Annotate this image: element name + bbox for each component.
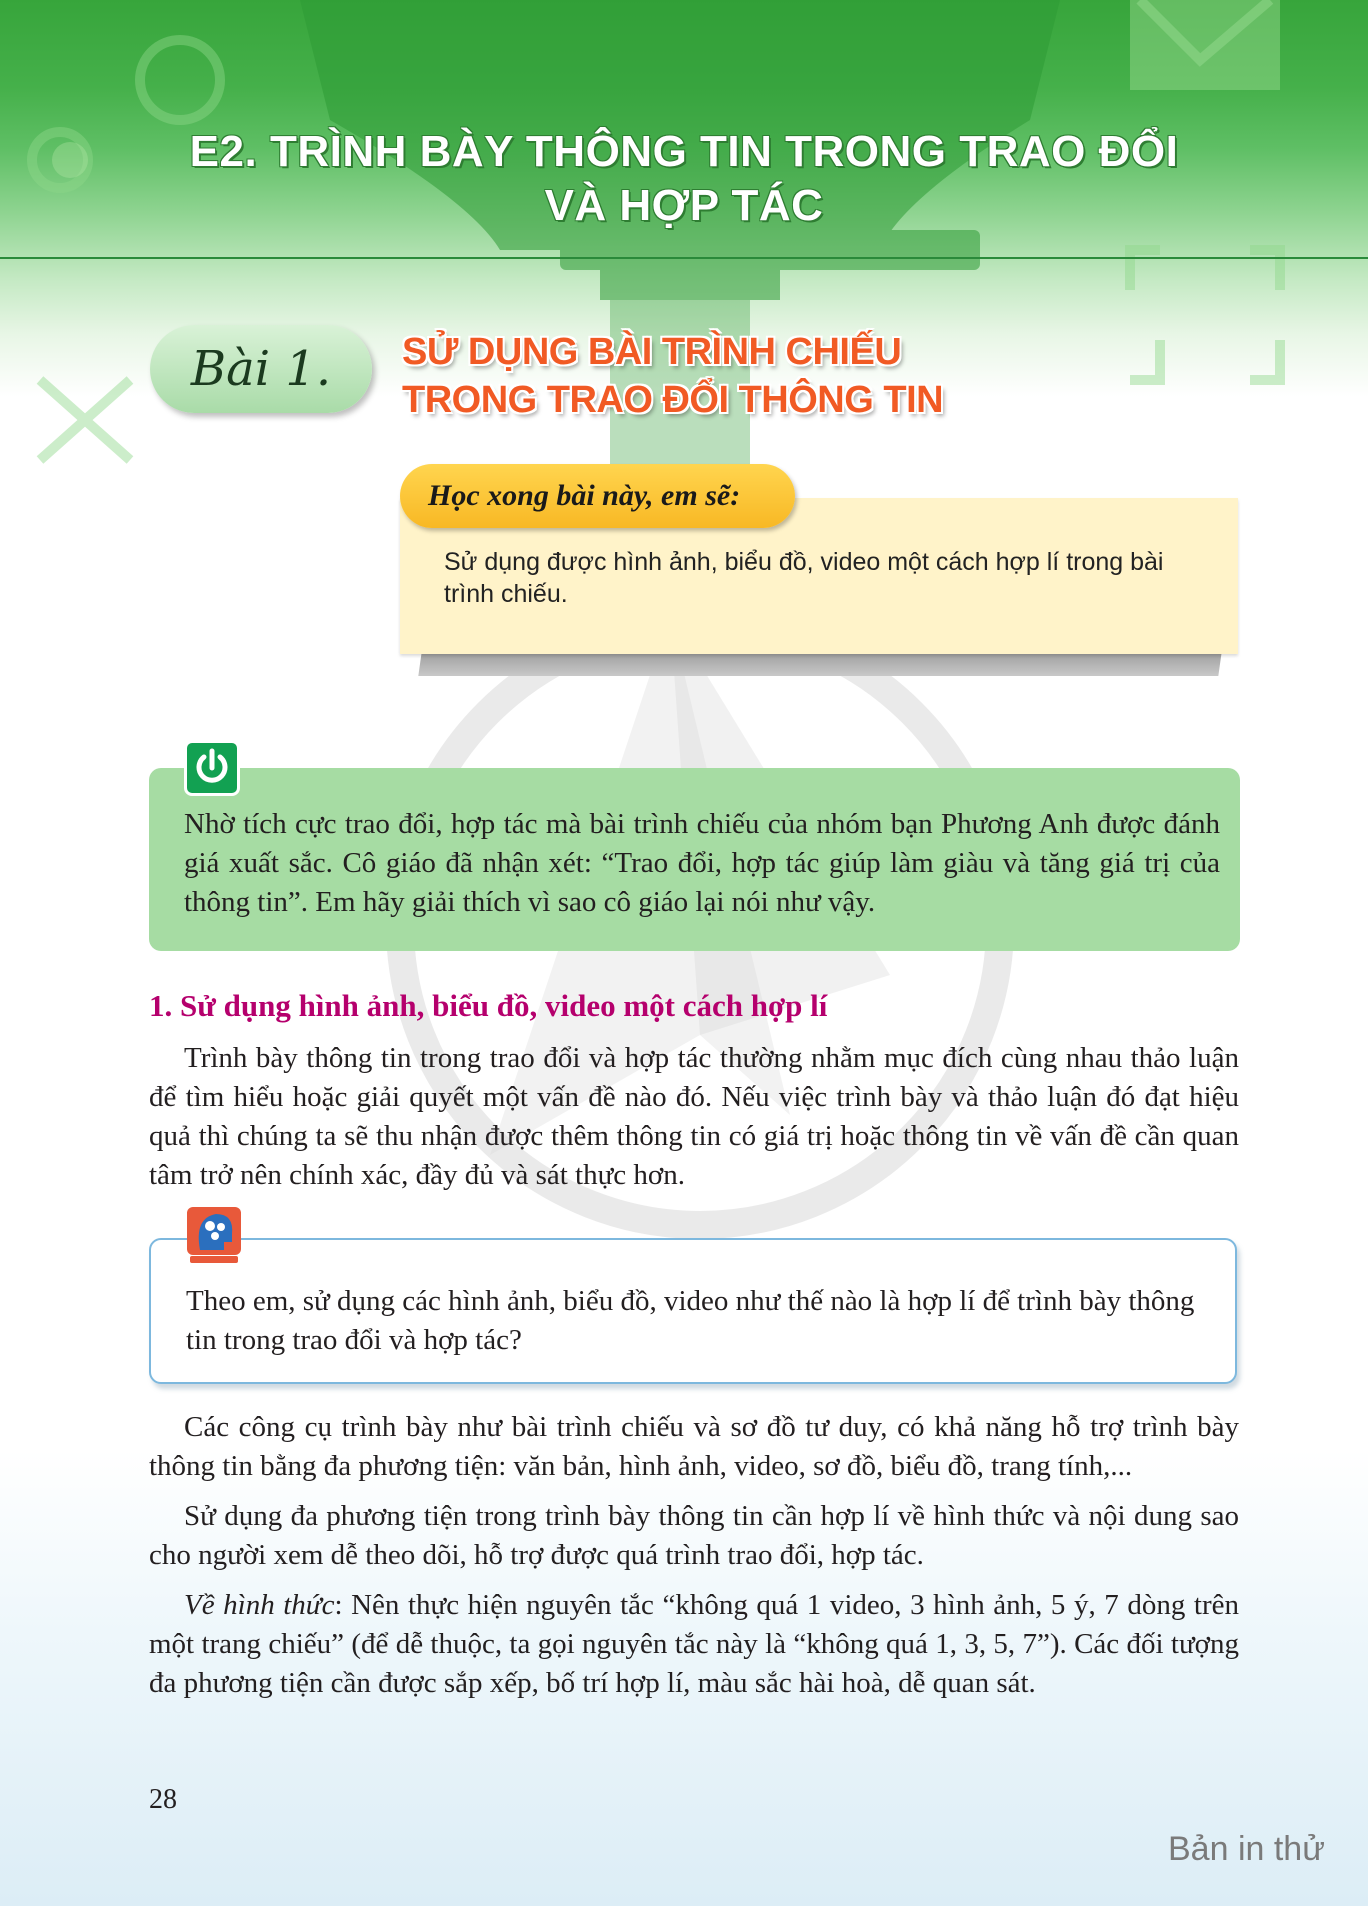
paragraph-1 bbox=[149, 1039, 1239, 1195]
lesson-title bbox=[402, 328, 1102, 424]
unit-title-line2: VÀ HỢP TÁC bbox=[544, 181, 824, 230]
power-icon bbox=[184, 740, 240, 796]
unit-title-line1: E2. TRÌNH BÀY THÔNG TIN TRONG TRAO ĐỔI bbox=[189, 127, 1179, 176]
objectives-text: Sử dụng được hình ảnh, biểu đồ, video một cách hợp lí trong bài trình chiếu. bbox=[444, 548, 1164, 608]
page-number: 28 bbox=[149, 1784, 177, 1815]
paragraph-3 bbox=[149, 1497, 1239, 1575]
lesson-title-line2: TRONG TRAO ĐỔI THÔNG TIN bbox=[402, 379, 944, 421]
objectives-shadow bbox=[418, 652, 1221, 676]
lesson-title-line1: SỬ DỤNG BÀI TRÌNH CHIẾU bbox=[402, 331, 902, 373]
paragraph-3-text: Sử dụng đa phương tiện trong trình bày thông tin cần hợp lí về hình thức và nội dung sao cho người xem dễ theo dõi, hỗ trợ được quá trình trao đổi, hợp tác. bbox=[149, 1500, 1239, 1571]
warmup-text: Nhờ tích cực trao đổi, hợp tác mà bài trình chiếu của nhóm bạn Phương Anh được đánh giá xuất sắc. Cô giáo đã nhận xét: “Trao đổi, hợp tác giúp làm giàu và tăng giá trị của thông tin”. Em hãy giải thích vì sao cô giáo lại nói như vậy. bbox=[184, 808, 1220, 918]
unit-title bbox=[0, 125, 1368, 233]
paragraph-4-lead: Về hình thức bbox=[184, 1589, 335, 1621]
unit-divider bbox=[0, 257, 1368, 259]
question-text: Theo em, sử dụng các hình ảnh, biểu đồ, video như thế nào là hợp lí để trình bày thông tin trong trao đổi và hợp tác? bbox=[186, 1285, 1195, 1356]
paragraph-4-text: : Nên thực hiện nguyên tắc “không quá 1 video, 3 hình ảnh, 5 ý, 7 dòng trên một trang chiếu” (để dễ thuộc, ta gọi nguyên tắc này là “không quá 1, 3, 5, 7”). Các đối tượng đa phương tiện cần được sắp xếp, bố trí hợp lí, màu sắc hài hoà, dễ quan sát. bbox=[149, 1589, 1239, 1699]
lesson-label: Bài 1. bbox=[150, 325, 372, 413]
thinking-head-icon bbox=[186, 1206, 242, 1264]
objectives-label: Học xong bài này, em sẽ: bbox=[400, 464, 795, 528]
paragraph-1-text: Trình bày thông tin trong trao đổi và hợp tác thường nhằm mục đích cùng nhau thảo luận để tìm hiểu hoặc giải quyết một vấn đề nào đó. Nếu việc trình bày và thảo luận đó đạt hiệu quả thì chúng ta sẽ thu nhận được thêm thông tin có giá trị hoặc thông tin về vấn đề cần quan tâm trở nên chính xác, đầy đủ và sát thực hơn. bbox=[149, 1042, 1239, 1191]
paragraph-2 bbox=[149, 1408, 1239, 1486]
section-title: 1. Sử dụng hình ảnh, biểu đồ, video một cách hợp lí bbox=[149, 988, 828, 1023]
paragraph-2-text: Các công cụ trình bày như bài trình chiếu và sơ đồ tư duy, có khả năng hỗ trợ trình bày thông tin bằng đa phương tiện: văn bản, hình ảnh, video, sơ đồ, biểu đồ, trang tính,... bbox=[149, 1411, 1239, 1482]
paragraph-4 bbox=[149, 1586, 1239, 1703]
proof-label: Bản in thử bbox=[1168, 1830, 1325, 1868]
